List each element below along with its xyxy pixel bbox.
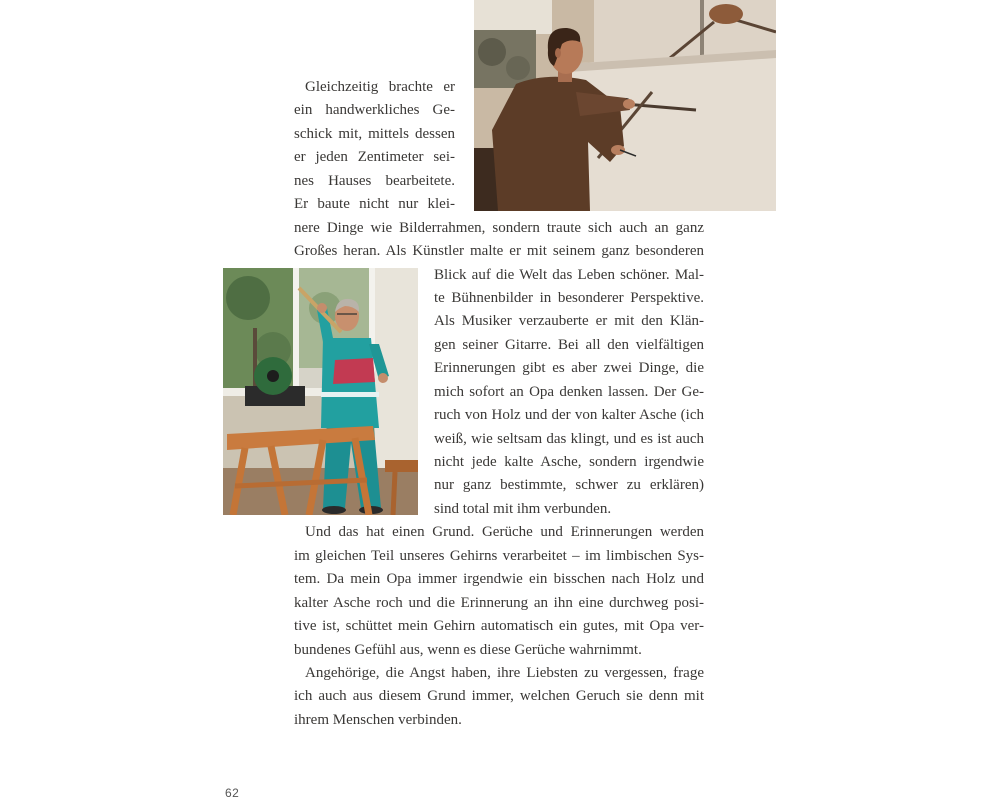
- body-text: [294, 76, 704, 732]
- page-number: 62: [225, 786, 240, 800]
- text-line: ich auch aus diesem Grund immer, welchen Geruch sie denn mit: [294, 688, 704, 705]
- text-line: Als Musiker verzauberte er mit den Klän-: [434, 313, 704, 330]
- lamp-shade: [709, 4, 743, 24]
- text-line: im gleichen Teil unseres Gehirns verarbeitet – im limbischen Sys-: [294, 547, 704, 564]
- text-line: nes Hauses bearbeitete.: [294, 172, 455, 189]
- tree-foliage: [226, 276, 270, 320]
- text-line: nere Dinge wie Bilderrahmen, sondern traute sich auch an ganz: [294, 219, 704, 236]
- paragraph-2: [294, 521, 704, 662]
- text-line: Angehörige, die Angst haben, ihre Liebsten zu vergessen, frage: [305, 664, 704, 681]
- text-line: ruch von Holz und der von kalter Asche (ich: [434, 407, 704, 424]
- text-line: bundenes Gefühl aus, wenn es diese Gerüche wahrnimmt.: [294, 641, 642, 658]
- text-line: te Bühnenbilder in besonderer Perspektive.: [434, 289, 704, 306]
- text-line: Gleichzeitig brachte er: [305, 79, 455, 95]
- text-line: gen seiner Gitarre. Bei all den vielfältigen: [434, 336, 704, 353]
- paragraph-3: [294, 662, 704, 732]
- text-line: ihrem Menschen verbinden.: [294, 711, 462, 728]
- text-line: tive ist, schüttet mein Gehirn automatisch ein gutes, mit Opa ver-: [294, 618, 704, 635]
- ear: [555, 48, 561, 58]
- text-line: nur ganz bestimmte, schwer zu erklären): [434, 477, 704, 494]
- text-line: sind total mit ihm verbunden.: [434, 500, 612, 517]
- text-line: tem. Da mein Opa immer irgendwie ein bisschen nach Holz und: [294, 571, 704, 588]
- text-line: Großes heran. Als Künstler malte er mit seinem ganz besonderen: [294, 243, 704, 260]
- text-line: er jeden Zentimeter sei-: [294, 149, 455, 166]
- text-line: Erinnerungen gibt es aber zwei Dinge, die: [434, 360, 704, 377]
- saw-hub: [267, 370, 279, 382]
- text-line: schick mit, mittels dessen: [294, 125, 455, 142]
- text-line: kalter Asche roch und die Erinnerung an ihn eine durchweg posi-: [294, 594, 704, 611]
- text-line: Und das hat einen Grund. Gerüche und Erinnerungen werden: [305, 524, 704, 541]
- text-line: weiß, wie seltsam das klingt, und es ist auch: [434, 430, 704, 447]
- text-line: ein handwerkliches Ge-: [294, 102, 455, 119]
- foliage: [478, 38, 506, 66]
- text-line: Blick auf die Welt das Leben schöner. Mal-: [434, 266, 704, 283]
- text-line: mich sofort an Opa denken lassen. Der Ge-: [434, 383, 704, 400]
- text-line: Er baute nicht nur klei-: [294, 196, 455, 213]
- window-frame: [474, 0, 552, 34]
- paragraph-1: [294, 76, 704, 521]
- text-line: nicht jede kalte Asche, sondern irgendwie: [434, 454, 704, 470]
